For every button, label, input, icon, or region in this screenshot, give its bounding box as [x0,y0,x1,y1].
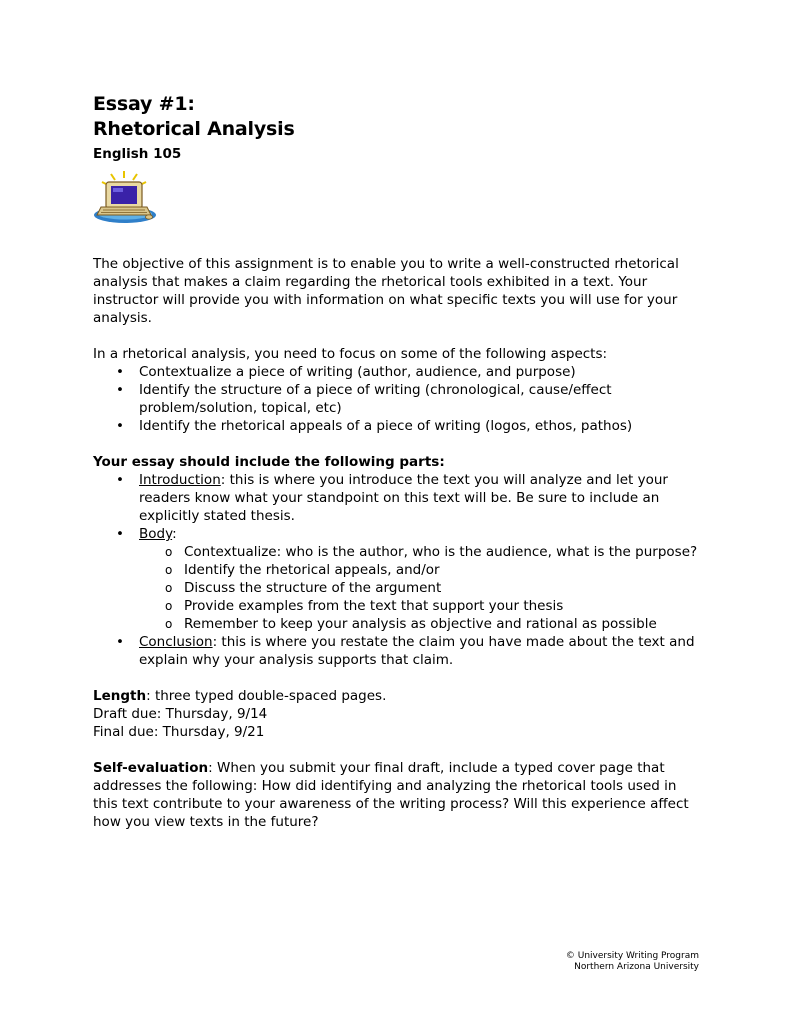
aspects-lead: In a rhetorical analysis, you need to focus on some of the following aspects: [93,346,608,362]
title-line-2: Rhetorical Analysis [93,118,295,140]
sub-list-item: o Identify the rhetorical appeals, and/or [161,561,703,579]
intro-paragraph: The objective of this assignment is to enable you to write a well-constructed rhetorical analysis that makes a claim regarding the rhetorical tools exhibited in a text. Your instructor will provide you with information on what specific texts you will use for your analysis. [93,256,679,326]
length-line: Length: three typed double-spaced pages. [93,688,387,704]
footer-line-1: © University Writing Program [565,951,699,961]
body-label: Body [139,526,173,542]
document-page [93,92,703,831]
course-name: English 105 [93,146,182,162]
list-item-body: • Body: o Contextualize: who is the author, who is the audience, what is the purpose? o Identify the rhetorical appeals, and/or o Discuss the structure of the argument o Provide examples from the text that support your thesis o Remember to keep your analysis as objective and rational as possible [93,525,703,633]
self-evaluation-paragraph: Self-evaluation: When you submit your final draft, include a typed cover page that addresses the following: How did identifying and analyzing the rhetorical tools used in this text contribute to your awareness of the writing process? Will this experience affect how you view texts in the future? [93,760,689,830]
list-item: • Contextualize a piece of writing (author, audience, and purpose) [93,363,703,381]
page-title [93,92,703,142]
introduction-label: Introduction [139,472,221,488]
sub-list-item: o Provide examples from the text that support your thesis [161,597,703,615]
parts-heading: Your essay should include the following parts: [93,454,445,470]
final-due: Final due: Thursday, 9/21 [93,724,265,740]
sub-list-item: o Contextualize: who is the author, who is the audience, what is the purpose? [161,543,703,561]
length-label: Length [93,688,147,704]
footer-credit [566,951,699,973]
introduction-text: : this is where you introduce the text you will analyze and let your readers know what your standpoint on this text will be. Be sure to include an explicitly stated thesis. [139,472,668,524]
list-item-conclusion [93,633,703,669]
footer-line-2: Northern Arizona University [574,962,699,972]
conclusion-label: Conclusion [139,634,213,650]
aspects-list [93,363,703,435]
self-evaluation-label: Self-evaluation [93,760,209,776]
list-item-introduction [93,471,703,525]
list-item: • Identify the rhetorical appeals of a piece of writing (logos, ethos, pathos) [93,417,703,435]
computer-clipart-icon [91,169,157,225]
sub-list-item: o Discuss the structure of the argument [161,579,703,597]
list-item: • Identify the structure of a piece of writing (chronological, cause/effect problem/solution, topical, etc) [93,381,703,417]
body-sublist [161,543,703,633]
conclusion-text: : this is where you restate the claim you have made about the text and explain why your analysis supports that claim. [139,634,695,668]
draft-due: Draft due: Thursday, 9/14 [93,706,268,722]
parts-list [93,471,703,669]
sub-list-item: o Remember to keep your analysis as objective and rational as possible [161,615,703,633]
title-line-1: Essay #1: [93,93,195,115]
